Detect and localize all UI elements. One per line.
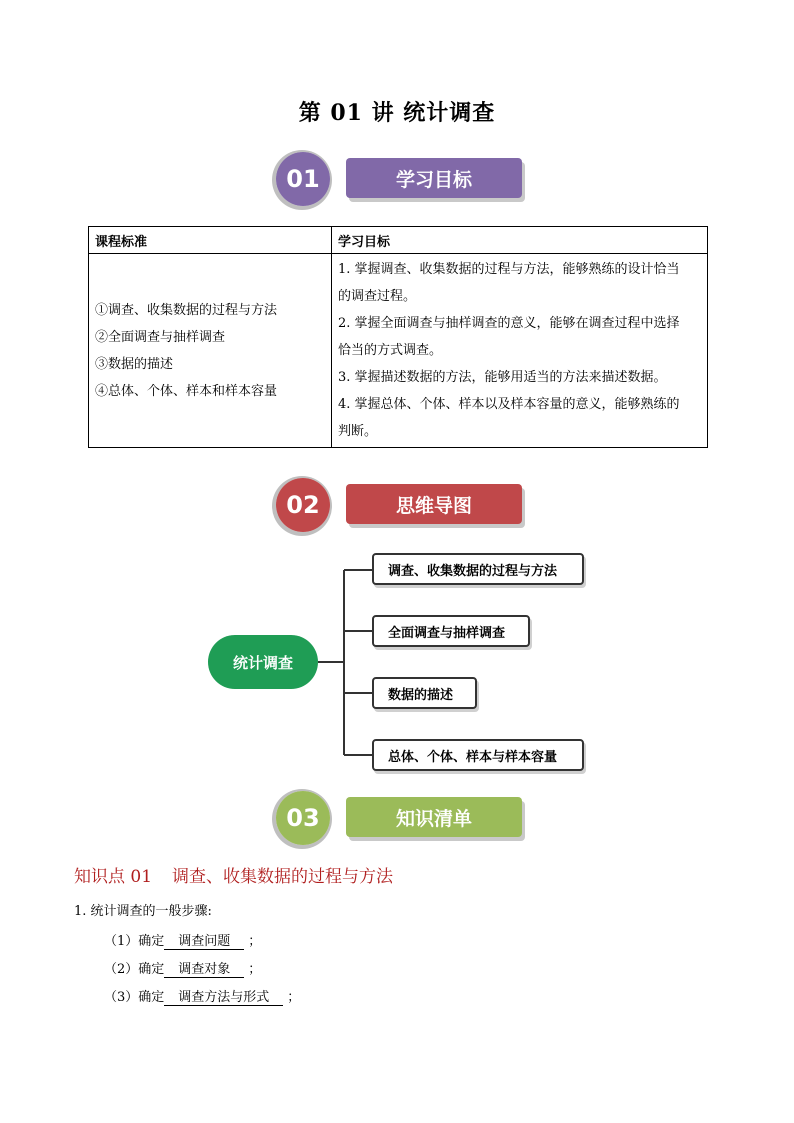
list-item: ②全面调查与抽样调查 <box>95 329 226 345</box>
step-suffix: ； <box>248 934 262 949</box>
knowledge-point-label: 知识点 01 <box>74 867 153 887</box>
step-line <box>104 930 261 950</box>
step-prefix: （2）确定 <box>104 962 165 977</box>
section-number: 03 <box>276 791 330 845</box>
table-header-standard: 课程标准 <box>89 227 332 254</box>
step-prefix: （1）确定 <box>104 934 165 949</box>
knowledge-point-heading: 调查、收集数据的过程与方法 <box>172 867 394 887</box>
step-line <box>104 986 300 1006</box>
list-item: 判断。 <box>338 424 378 439</box>
section-banner-03 <box>272 789 532 849</box>
list-item: 3. 掌握描述数据的方法，能够用适当的方法来描述数据。 <box>338 370 667 385</box>
fill-blank-answer: 调查问题 <box>164 930 244 950</box>
section-heading: 学习目标 <box>346 158 522 198</box>
mindmap-branch: 总体、个体、样本与样本容量 <box>372 739 584 771</box>
list-item: 恰当的方式调查。 <box>338 343 443 358</box>
step-prefix: （3）确定 <box>104 990 165 1005</box>
section-heading: 思维导图 <box>346 484 522 524</box>
mindmap-branch: 调查、收集数据的过程与方法 <box>372 553 584 585</box>
list-item: ④总体、个体、样本和样本容量 <box>95 383 278 399</box>
page-title: 第 01 讲 统计调查 <box>298 100 496 126</box>
step-suffix: ； <box>248 962 262 977</box>
list-item: ③数据的描述 <box>95 356 174 372</box>
table-header-goal: 学习目标 <box>332 227 708 254</box>
list-item: 4. 掌握总体、个体、样本以及样本容量的意义，能够熟练的 <box>338 397 680 412</box>
list-item: 2. 掌握全面调查与抽样调查的意义，能够在调查过程中选择 <box>338 316 680 331</box>
section-heading: 知识清单 <box>346 797 522 837</box>
knowledge-point-title <box>74 862 393 887</box>
step-line <box>104 958 261 978</box>
mindmap-branch: 数据的描述 <box>372 677 477 709</box>
section-number: 01 <box>276 152 330 206</box>
steps-intro: 1. 统计调查的一般步骤: <box>74 904 212 919</box>
list-item: 1. 掌握调查、收集数据的过程与方法，能够熟练的设计恰当 <box>338 262 680 277</box>
fill-blank-answer: 调查对象 <box>164 958 244 978</box>
mindmap-root: 统计调查 <box>208 635 318 689</box>
list-item: 的调查过程。 <box>338 289 417 304</box>
step-suffix: ； <box>287 990 301 1005</box>
list-item: ①调查、收集数据的过程与方法 <box>95 302 278 318</box>
mindmap-branch: 全面调查与抽样调查 <box>372 615 530 647</box>
fill-blank-answer: 调查方法与形式 <box>164 986 283 1006</box>
section-number: 02 <box>276 478 330 532</box>
